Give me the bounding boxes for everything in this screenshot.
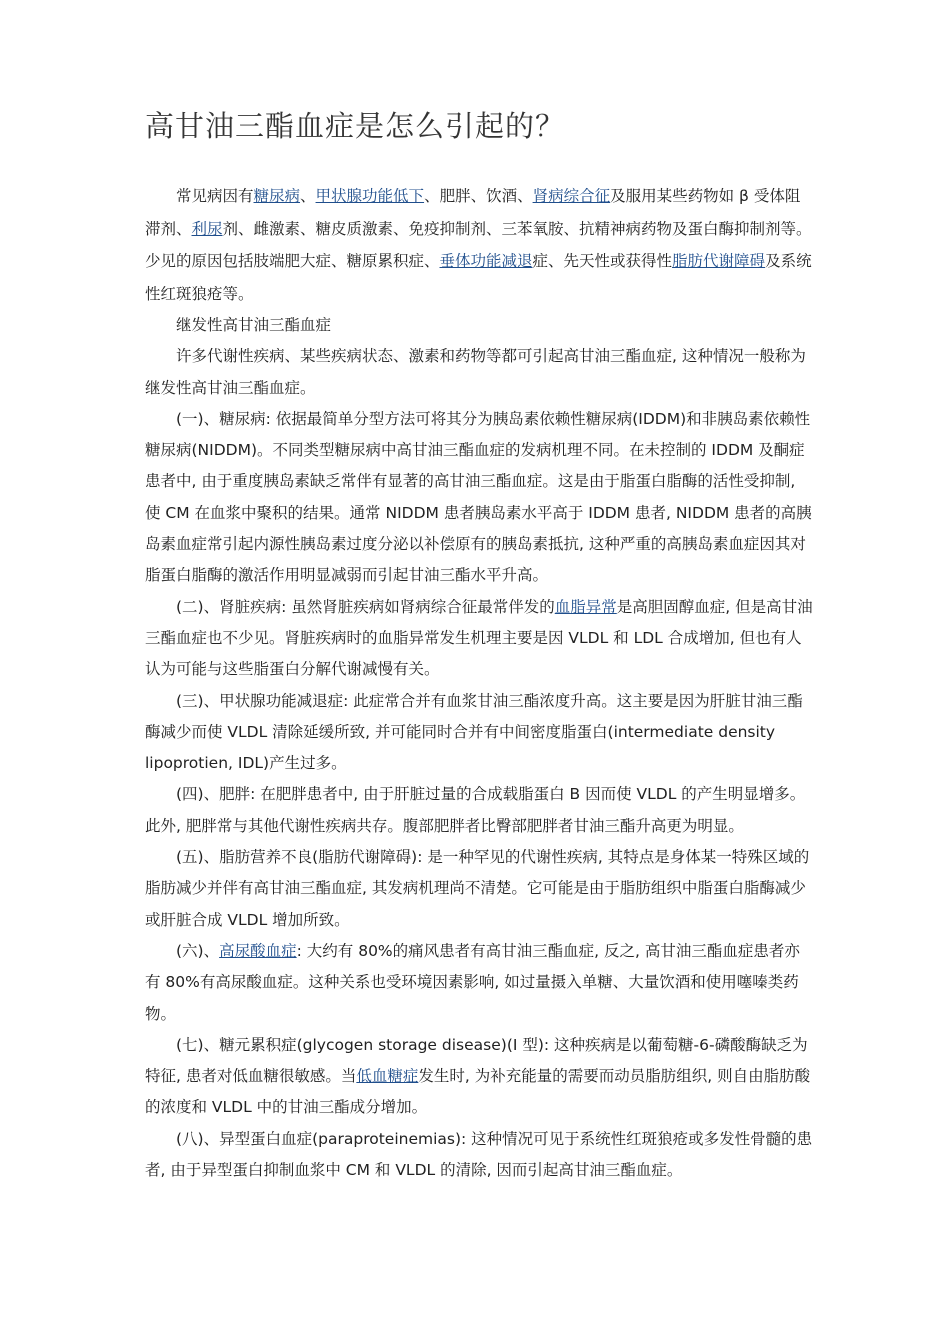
link-dyslipidemia[interactable]: 血脂异常 <box>554 597 617 616</box>
secondary-intro-paragraph: 许多代谢性疾病、某些疾病状态、激素和药物等都可引起高甘油三酯血症, 这种情况一般称为继发性高甘油三酯血症。 <box>145 347 806 397</box>
intro-text: 症、先天性或获得性 <box>532 252 673 270</box>
link-diuretic[interactable]: 利尿 <box>191 219 223 238</box>
document-title: 高甘油三酯血症是怎么引起的？ <box>145 109 566 143</box>
intro-text: 及服用某些药物如 β 受体阻滞剂、 <box>145 187 801 238</box>
item-diabetes-paragraph: (一)、糖尿病: 依据最简单分型方法可将其分为胰岛素依赖性糖尿病(IDDM)和非胰岛素依赖性糖尿病(NIDDM)。不同类型糖尿病中高甘油三酯血症的发病机理不同。在未控制的 IDDM 及酮症患者中, 由于重度胰岛素缺乏常伴有显著的高甘油三酯血症。这是由于脂蛋白脂酶的活性受抑制, 使 CM 在血浆中聚积的结果。通常 NIDDM 患者胰岛素水平高于 IDDM 患者, NIDDM 患者的高胰岛素血症常引起内源性胰岛素过度分泌以补偿原有的胰岛素抵抗, 这种严重的高胰岛素血症因其对脂蛋白脂酶的激活作用明显减弱而引起甘油三酯水平升高。 <box>145 409 812 585</box>
link-diabetes[interactable]: 糖尿病 <box>253 187 301 205</box>
link-nephrotic-syndrome[interactable]: 肾病综合征 <box>532 187 611 205</box>
item-text: (七)、糖元累积症(glycogen storage disease)(I 型): 这种疾病是以葡萄糖-6-磷酸酶缺乏为特征, 患者对低血糖很敏感。当 <box>145 1035 808 1086</box>
item-text: (二)、肾脏疾病: 虽然肾脏疾病如肾病综合征最常伴发的 <box>176 597 555 616</box>
item-text: 是高胆固醇血症, 但是高甘油三酯血症也不少见。肾脏疾病时的血脂异常发生机理主要是因 VLDL 和 LDL 合成增加, 但也有人认为可能与这些脂蛋白分解代谢减慢有关。 <box>145 597 813 679</box>
item-kidney-paragraph <box>145 592 813 686</box>
intro-text: 剂、雌激素、糖皮质激素、免疫抑制剂、三苯氧胺、抗精神病药物及蛋白酶抑制剂等。少见的原因包括肢端肥大症、糖原累积症、 <box>145 219 812 270</box>
secondary-heading: 继发性高甘油三酯血症 <box>176 316 332 334</box>
item-text: 发生时, 为补充能量的需要而动员脂肪组织, 则自由脂肪酸的浓度和 VLDL 中的甘油三酯成分增加。 <box>145 1067 811 1117</box>
item-hypothyroidism-paragraph: (三)、甲状腺功能减退症: 此症常合并有血浆甘油三酯浓度升高。这主要是因为肝脏甘油三酯酶减少而使 VLDL 清除延缓所致, 并可能同时合并有中间密度脂蛋白(intermediate density lipoprotien, IDL)产生过多。 <box>145 691 803 773</box>
item-paraproteinemia-paragraph: (八)、异型蛋白血症(paraproteinemias): 这种情况可见于系统性红斑狼疮或多发性骨髓的患者, 由于异型蛋白抑制血浆中 CM 和 VLDL 的清除, 因而引起高甘油三酯血症。 <box>145 1129 813 1180</box>
intro-text: 常见病因有 <box>176 187 254 205</box>
item-text: : 大约有 80%的痛风患者有高甘油三酯血症, 反之, 高甘油三酯血症患者亦有 80%有高尿酸血症。这种关系也受环境因素影响, 如过量摄入单糖、大量饮酒和使用噻嗪类药物。 <box>145 941 800 1023</box>
intro-paragraph <box>145 180 813 310</box>
intro-text: 、肥胖、饮酒、 <box>424 187 533 205</box>
link-hypothyroidism[interactable]: 甲状腺功能低下 <box>315 187 425 205</box>
intro-text: 、 <box>300 187 316 205</box>
intro-text: 及系统性红斑狼疮等。 <box>145 252 812 303</box>
link-hyperuricemia[interactable]: 高尿酸血症 <box>219 941 297 960</box>
link-lipodystrophy[interactable]: 脂肪代谢障碍 <box>672 252 766 270</box>
link-hypoglycemia[interactable]: 低血糖症 <box>356 1067 419 1086</box>
item-glycogen-storage-paragraph <box>145 1030 813 1124</box>
item-obesity-paragraph: (四)、肥胖: 在肥胖患者中, 由于肝脏过量的合成载脂蛋白 B 因而使 VLDL 的产生明显增多。此外, 肥胖常与其他代谢性疾病共存。腹部肥胖者比臀部肥胖者甘油三酯升高更为明显。 <box>145 785 806 835</box>
document-body <box>145 180 813 1186</box>
item-lipodystrophy-paragraph: (五)、脂肪营养不良(脂肪代谢障碍): 是一种罕见的代谢性疾病, 其特点是身体某一特殊区域的脂肪减少并伴有高甘油三酯血症, 其发病机理尚不清楚。它可能是由于脂肪组织中脂蛋白脂酶减少或肝脏合成 VLDL 增加所致。 <box>145 848 810 929</box>
link-hypopituitarism[interactable]: 垂体功能减退 <box>439 252 533 270</box>
item-hyperuricemia-paragraph <box>145 936 813 1030</box>
item-text: (六)、 <box>176 941 220 960</box>
